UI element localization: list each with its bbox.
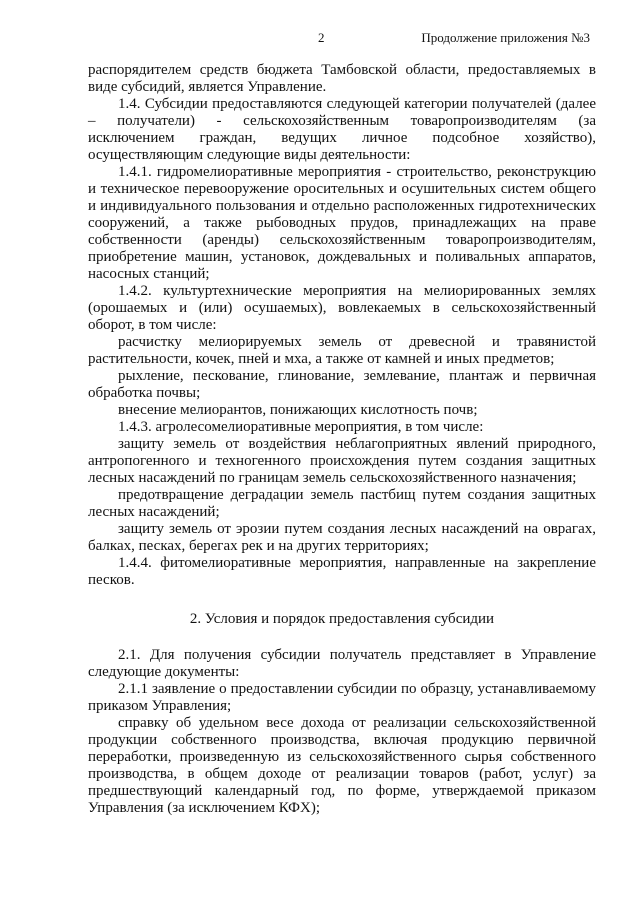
paragraph-erosion-protection: защиту земель от эрозии путем создания лесных насаждений на оврагах, балках, песках, берегах рек и на других территориях; bbox=[88, 521, 596, 554]
paragraph-distributor: распорядителем средств бюджета Тамбовской области, предоставляемых в виде субсидий, является Управление. bbox=[88, 62, 596, 95]
paragraph-loosening: рыхление, пескование, глинование, землевание, плантаж и первичная обработка почвы; bbox=[88, 368, 596, 401]
paragraph-2-1-1: 2.1.1 заявление о предоставлении субсидии по образцу, устанавливаемому приказом Управления; bbox=[88, 681, 596, 714]
paragraph-clearing: расчистку мелиорируемых земель от древесной и травянистой растительности, кочек, пней и мха, а также от камней и иных предметов; bbox=[88, 334, 596, 367]
paragraph-1-4: 1.4. Субсидии предоставляются следующей категории получателей (далее – получатели) - сельскохозяйственным товаропроизводителям (за исключением граждан, ведущих личное подсобное хозяйство), осуществляющим следующие виды деятельности: bbox=[88, 96, 596, 163]
paragraph-ameliorants: внесение мелиорантов, понижающих кислотность почв; bbox=[118, 402, 478, 418]
paragraph-1-4-4: 1.4.4. фитомелиоративные мероприятия, направленные на закрепление песков. bbox=[88, 555, 596, 588]
paragraph-1-4-1: 1.4.1. гидромелиоративные мероприятия - строительство, реконструкцию и техническое перевооружение оросительных и осушительных систем общего и индивидуального пользования и отдельно расположенных гидротехнических сооружений, а также рыбоводных прудов, принадлежащих на праве собственности (аренды) сельскохозяйственным товаропроизводителям, приобретение машин, установок, дождевальных и поливальных аппаратов, насосных станций; bbox=[88, 164, 596, 282]
paragraph-1-4-3: 1.4.3. агролесомелиоративные мероприятия, в том числе: bbox=[118, 419, 484, 435]
paragraph-1-4-2: 1.4.2. культуртехнические мероприятия на мелиорированных землях (орошаемых и (или) осушаемых), вовлекаемых в сельскохозяйственный оборот, в том числе: bbox=[88, 283, 596, 333]
appendix-continuation-note: Продолжение приложения №3 bbox=[421, 30, 590, 45]
paragraph-income-certificate: справку об удельном весе дохода от реализации сельскохозяйственной продукции собственного производства, включая продукцию первичной переработки, произведенную из сельскохозяйственного сырья собственного производства, в общем доходе от реализации товаров (работ, услуг) за предшествующий календарный год, по форме, утверждаемой приказом Управления (за исключением КФХ); bbox=[88, 715, 596, 816]
paragraph-land-protection: защиту земель от воздействия неблагоприятных явлений природного, антропогенного и техногенного происхождения путем создания защитных лесных насаждений по границам земель сельскохозяйственного назначения; bbox=[88, 436, 596, 486]
paragraph-2-1: 2.1. Для получения субсидии получатель представляет в Управление следующие документы: bbox=[88, 647, 596, 680]
paragraph-pasture-degradation: предотвращение деградации земель пастбищ путем создания защитных лесных насаждений; bbox=[88, 487, 596, 520]
page-number: 2 bbox=[318, 30, 325, 45]
document-body bbox=[88, 62, 596, 817]
section-title: 2. Условия и порядок предоставления субсидии bbox=[189, 611, 495, 627]
